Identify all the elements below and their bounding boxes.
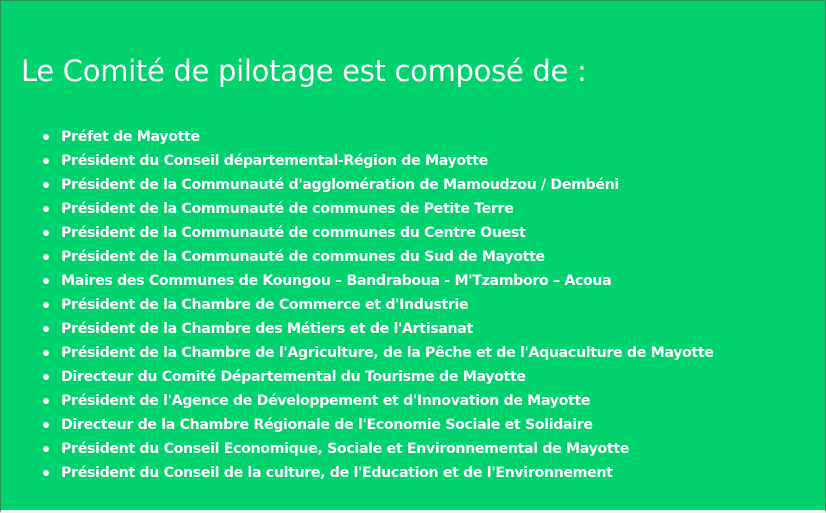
bullet-icon — [43, 350, 49, 356]
list-item — [43, 413, 714, 437]
bullet-icon — [43, 422, 49, 428]
member-label: Maires des Communes de Koungou – Bandraboua - M'Tzamboro – Acoua — [61, 273, 612, 289]
bullet-icon — [43, 398, 49, 404]
list-item — [43, 197, 714, 221]
list-item — [43, 341, 714, 365]
member-label: Président de la Chambre des Métiers et de l'Artisanat — [61, 321, 473, 337]
member-label: Directeur du Comité Départemental du Tourisme de Mayotte — [61, 369, 526, 385]
member-label: Président de la Chambre de Commerce et d'Industrie — [61, 297, 469, 313]
list-item — [43, 293, 714, 317]
member-label: Président de la Chambre de l'Agriculture, de la Pêche et de l'Aquaculture de Mayotte — [61, 345, 714, 361]
member-label: Préfet de Mayotte — [61, 129, 200, 145]
bullet-icon — [43, 254, 49, 260]
list-item — [43, 269, 714, 293]
member-label: Président de la Communauté d'agglomération de Mamoudzou / Dembéni — [61, 177, 619, 193]
bullet-icon — [43, 278, 49, 284]
list-item — [43, 365, 714, 389]
bullet-icon — [43, 446, 49, 452]
member-label: Président du Conseil départemental-Région de Mayotte — [61, 153, 488, 169]
list-item — [43, 437, 714, 461]
member-label: Président du Conseil de la culture, de l'Education et de l'Environnement — [61, 465, 613, 481]
member-label: Président de la Communauté de communes du Sud de Mayotte — [61, 249, 545, 265]
list-item — [43, 173, 714, 197]
committee-members-list — [43, 125, 714, 485]
list-item — [43, 317, 714, 341]
member-label: Président de l'Agence de Développement et d'Innovation de Mayotte — [61, 393, 591, 409]
list-item — [43, 221, 714, 245]
bullet-icon — [43, 302, 49, 308]
list-item — [43, 245, 714, 269]
list-item — [43, 125, 714, 149]
bullet-icon — [43, 206, 49, 212]
bullet-icon — [43, 158, 49, 164]
list-item — [43, 461, 714, 485]
bullet-icon — [43, 182, 49, 188]
member-label: Président de la Communauté de communes du Centre Ouest — [61, 225, 526, 241]
bullet-icon — [43, 374, 49, 380]
bullet-icon — [43, 134, 49, 140]
member-label: Président de la Communauté de communes de Petite Terre — [61, 201, 514, 217]
member-label: Directeur de la Chambre Régionale de l'Economie Sociale et Solidaire — [61, 417, 593, 433]
section-heading: Le Comité de pilotage est composé de : — [21, 54, 587, 88]
list-item — [43, 149, 714, 173]
bullet-icon — [43, 230, 49, 236]
bullet-icon — [43, 470, 49, 476]
member-label: Président du Conseil Economique, Sociale et Environnemental de Mayotte — [61, 441, 630, 457]
list-item — [43, 389, 714, 413]
bullet-icon — [43, 326, 49, 332]
